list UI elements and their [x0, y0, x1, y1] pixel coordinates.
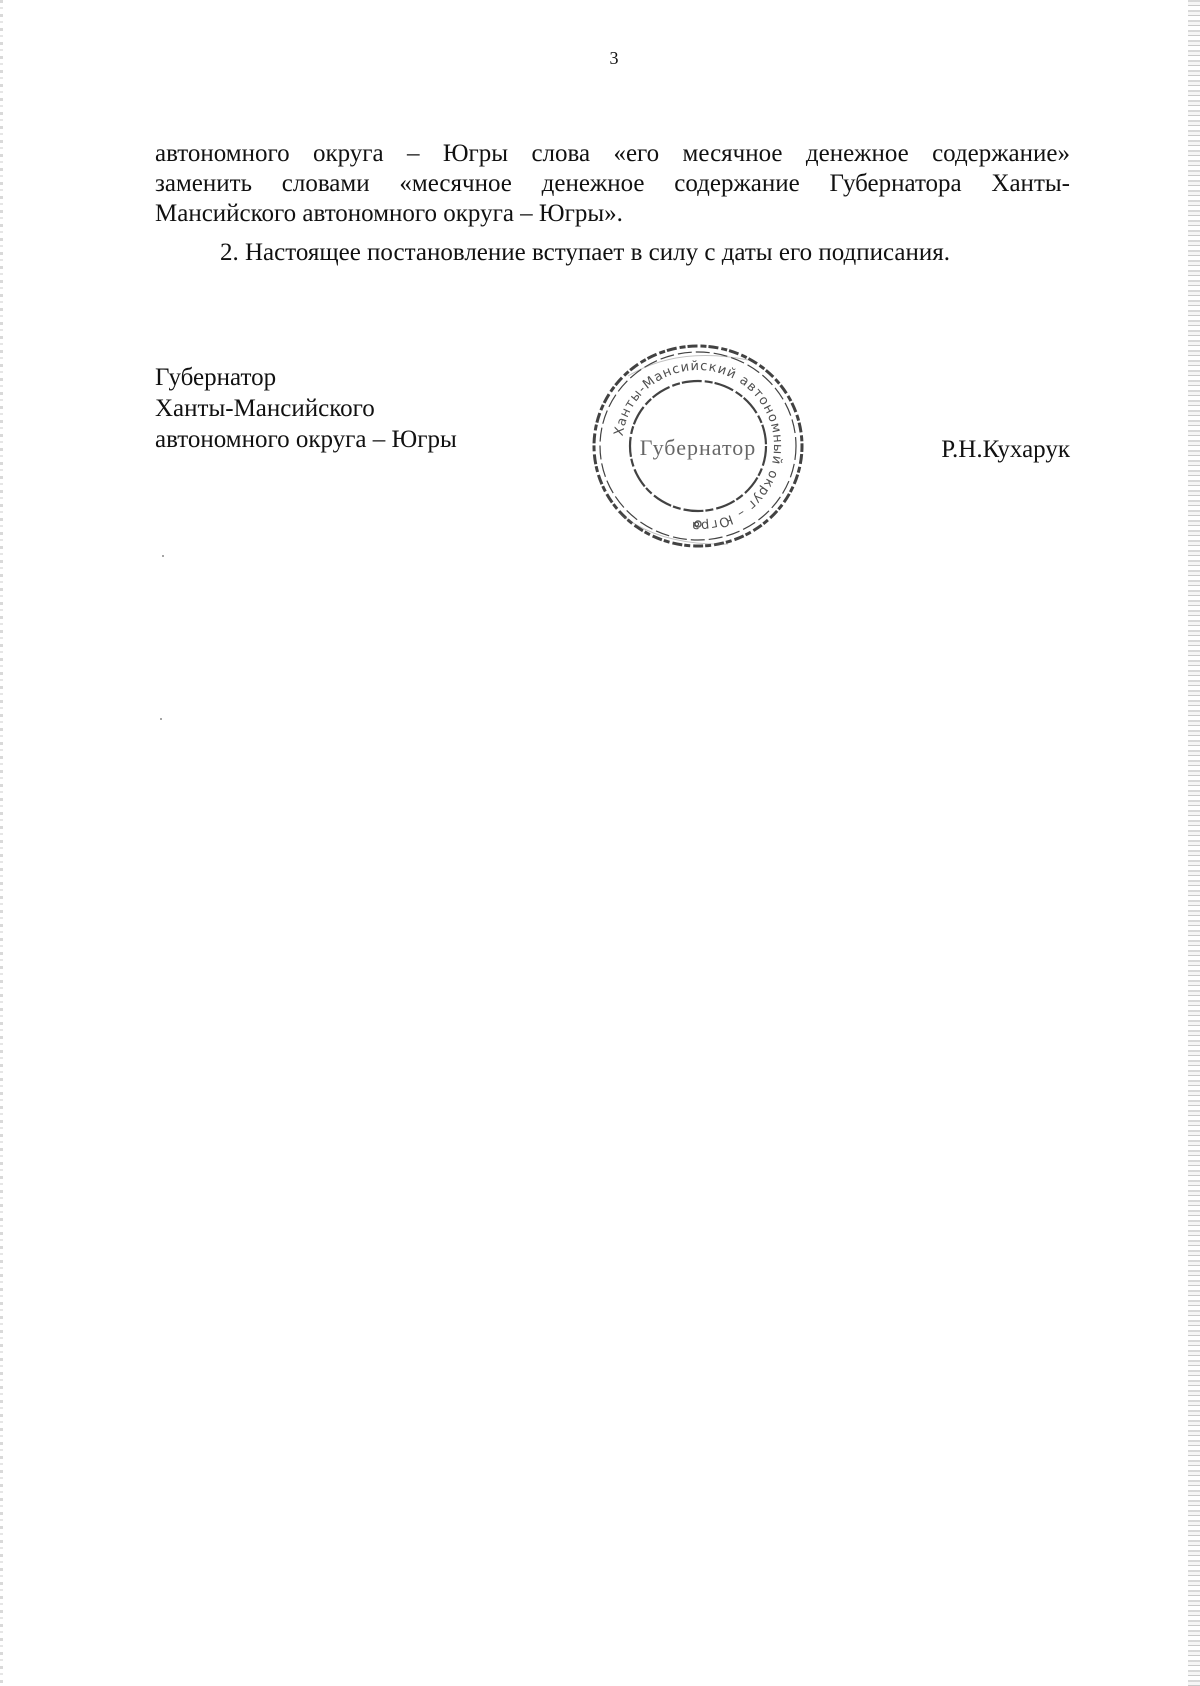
paragraph-line: автономного округа – Югры слова «его месячное денежное содержание» [155, 140, 1070, 167]
official-seal [578, 332, 818, 560]
paragraph-line: Мансийского автономного округа – Югры». [155, 200, 623, 227]
paragraph-2: 2. Настоящее постановление вступает в силу с даты его подписания. [220, 239, 950, 266]
seal-center-text: Губернатор [639, 435, 757, 460]
scan-edge-right [1188, 0, 1200, 1686]
paragraph-continuation [155, 139, 1070, 229]
scan-edge-left [0, 0, 3, 1686]
scan-speck [162, 555, 164, 557]
signatory-name: Р.Н.Кухарук [941, 436, 1070, 463]
signatory-position-line: Ханты-Мансийского [155, 395, 375, 422]
signatory-position-line: Губернатор [155, 364, 277, 391]
signatory-position [155, 362, 457, 455]
paragraph-line: заменить словами «месячное денежное содержание Губернатора Ханты- [155, 170, 1070, 197]
signatory-position-line: автономного округа – Югры [155, 426, 457, 453]
page-number: 3 [609, 48, 619, 68]
scan-speck [160, 718, 162, 720]
seal-ring-text: Ханты-Мансийский автономный округ – Югра [611, 358, 786, 534]
